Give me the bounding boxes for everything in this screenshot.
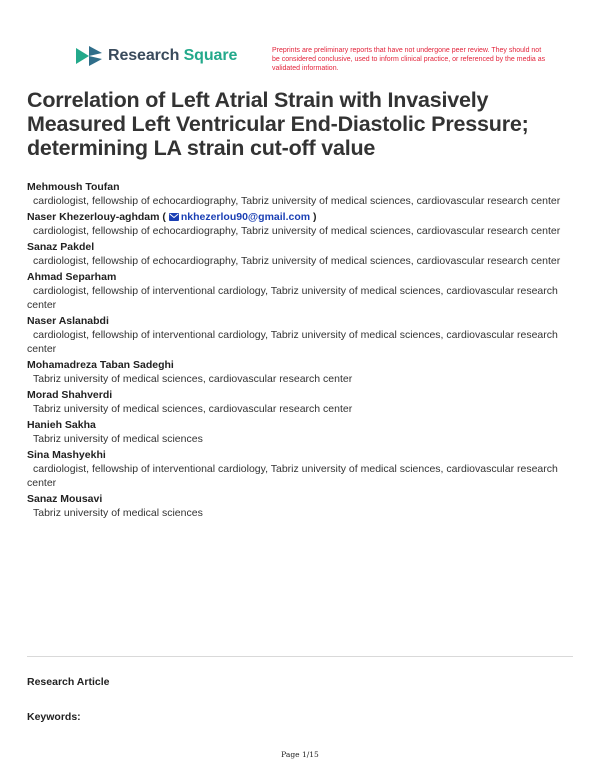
author-entry bbox=[27, 492, 572, 520]
author-affiliation: Tabriz university of medical sciences, cardiovascular research center bbox=[33, 403, 353, 415]
research-square-logo-icon bbox=[76, 46, 102, 66]
page-number: Page 1/15 bbox=[281, 750, 319, 759]
author-affiliation: Tabriz university of medical sciences bbox=[33, 507, 203, 519]
author-affiliation: cardiologist, fellowship of interventional cardiology, Tabriz university of medical sciences, cardiovascular research center bbox=[27, 329, 558, 355]
author-entry bbox=[27, 210, 572, 238]
author-name: Sanaz Mousavi bbox=[27, 493, 103, 505]
author-name: Mohamadreza Taban Sadeghi bbox=[27, 359, 174, 371]
author-email-link[interactable] bbox=[169, 211, 310, 223]
author-name: Naser Khezerlouy-aghdam bbox=[27, 211, 160, 223]
logo-text bbox=[108, 47, 237, 65]
author-email: nkhezerlou90@gmail.com bbox=[180, 211, 311, 223]
author-name: Naser Aslanabdi bbox=[27, 315, 109, 327]
author-affiliation: Tabriz university of medical sciences, cardiovascular research center bbox=[33, 373, 353, 385]
research-square-logo[interactable] bbox=[76, 46, 237, 66]
author-affiliation: Tabriz university of medical sciences bbox=[33, 433, 203, 445]
author-entry bbox=[27, 358, 572, 386]
page-header bbox=[76, 46, 546, 76]
author-name: Morad Shahverdi bbox=[27, 389, 113, 401]
author-affiliation: cardiologist, fellowship of echocardiography, Tabriz university of medical sciences, cardiovascular research center bbox=[33, 195, 561, 207]
section-divider bbox=[27, 656, 573, 657]
author-entry bbox=[27, 418, 572, 446]
keywords-label: Keywords: bbox=[27, 711, 81, 723]
author-entry bbox=[27, 388, 572, 416]
author-entry bbox=[27, 448, 572, 490]
author-affiliation: cardiologist, fellowship of interventional cardiology, Tabriz university of medical sciences, cardiovascular research center bbox=[27, 285, 558, 311]
logo-word-square: Square bbox=[183, 47, 238, 64]
envelope-icon bbox=[169, 213, 179, 221]
author-entry bbox=[27, 180, 572, 208]
author-affiliation: cardiologist, fellowship of interventional cardiology, Tabriz university of medical sciences, cardiovascular research center bbox=[27, 463, 558, 489]
author-entry bbox=[27, 270, 572, 312]
author-name: Ahmad Separham bbox=[27, 271, 117, 283]
preprint-disclaimer: Preprints are preliminary reports that have not undergone peer review. They should not be considered conclusive, used to inform clinical practice, or referenced by the media as validated information. bbox=[272, 47, 546, 72]
author-name: Sanaz Pakdel bbox=[27, 241, 95, 253]
paper-title: Correlation of Left Atrial Strain with Invasively Measured Left Ventricular End-Diastolic Pressure; determining LA strain cut-off value bbox=[27, 88, 529, 160]
author-entry bbox=[27, 314, 572, 356]
author-affiliation: cardiologist, fellowship of echocardiography, Tabriz university of medical sciences, cardiovascular research center bbox=[33, 255, 561, 267]
author-affiliation: cardiologist, fellowship of echocardiography, Tabriz university of medical sciences, cardiovascular research center bbox=[33, 225, 561, 237]
author-name-line: Naser Khezerlouy-aghdam ( nkhezerlou90@gmail.com ) bbox=[27, 211, 317, 223]
author-list bbox=[27, 180, 572, 522]
author-name: Hanieh Sakha bbox=[27, 419, 96, 431]
author-name: Sina Mashyekhi bbox=[27, 449, 106, 461]
author-entry bbox=[27, 240, 572, 268]
article-type: Research Article bbox=[27, 676, 110, 688]
logo-word-research: Research bbox=[108, 47, 180, 64]
author-name: Mehmoush Toufan bbox=[27, 181, 120, 193]
